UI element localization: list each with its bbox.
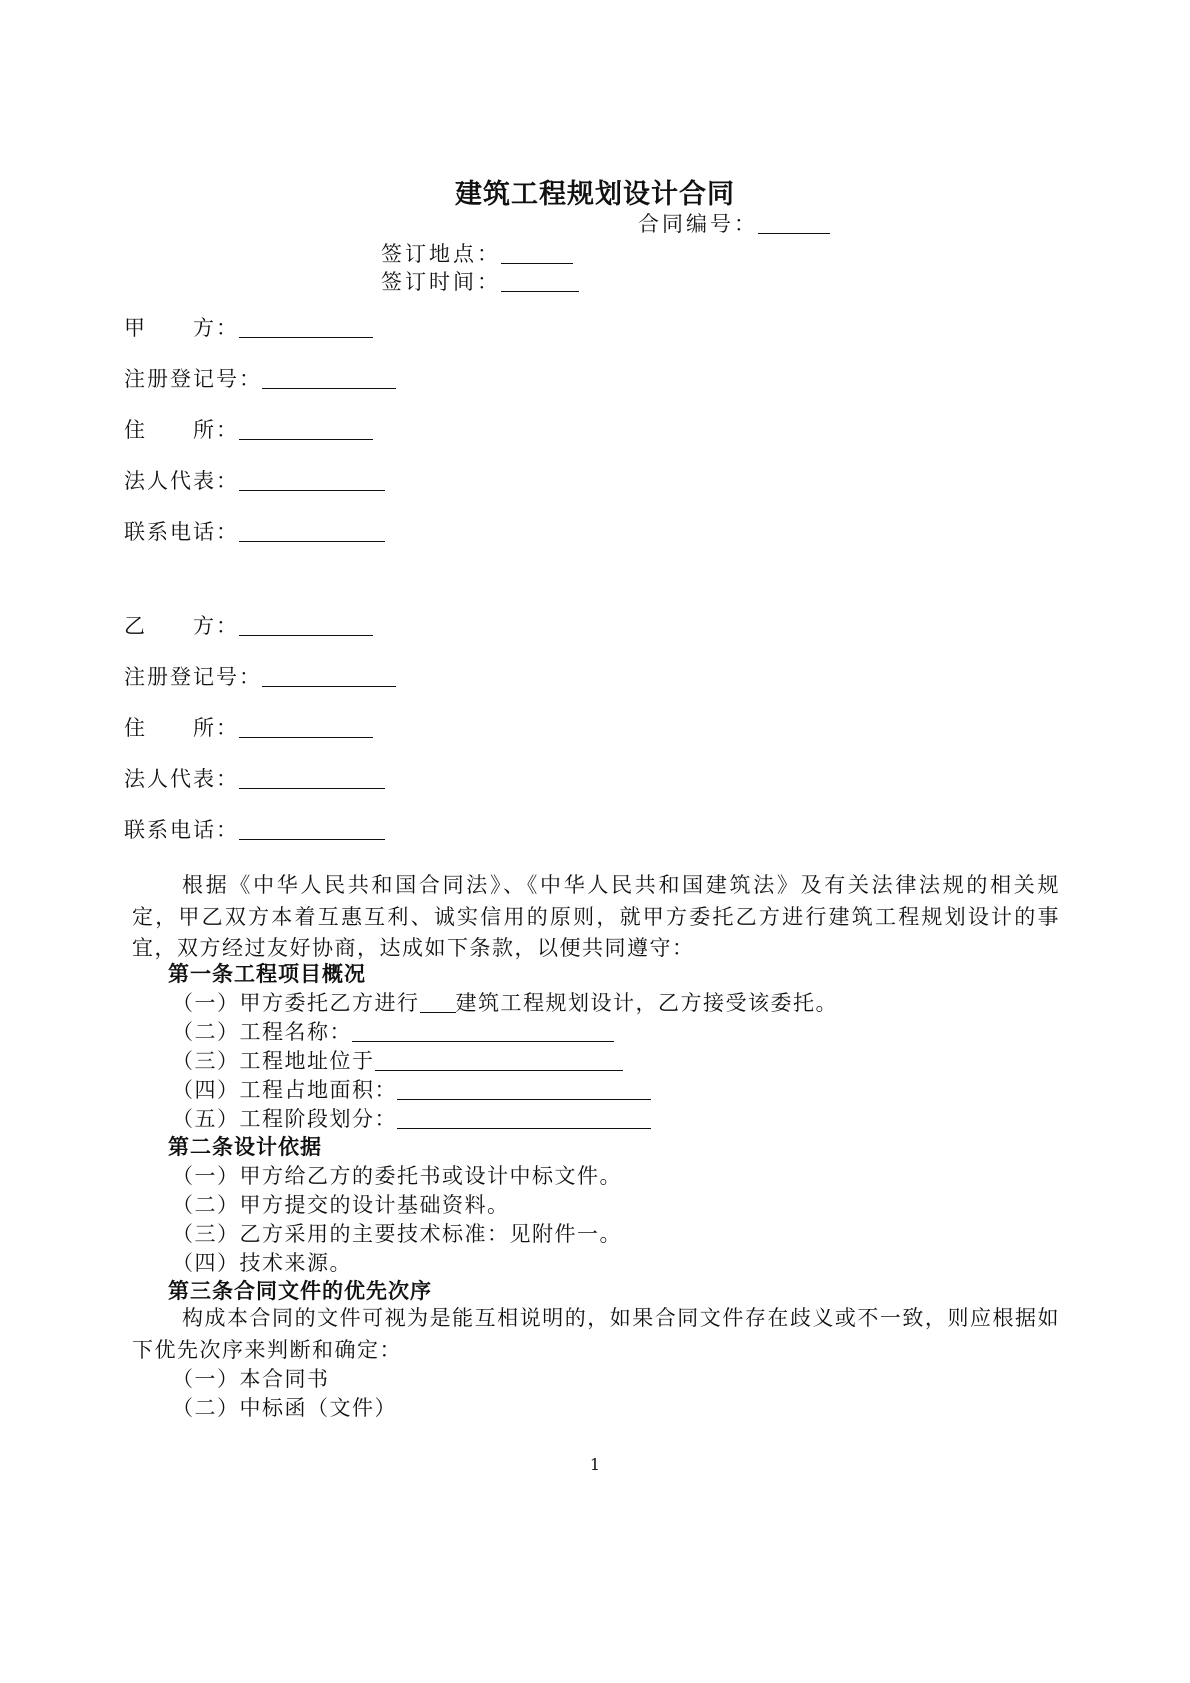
sign-place-field bbox=[381, 238, 573, 268]
article-1-item-4-label: （四）工程占地面积： bbox=[172, 1078, 397, 1102]
article-1-item-2-label: （二）工程名称： bbox=[172, 1020, 352, 1044]
party-a-name-blank[interactable] bbox=[239, 317, 373, 338]
sign-time-label: 签订时间： bbox=[381, 270, 501, 294]
party-b-rep-blank[interactable] bbox=[239, 768, 385, 789]
preamble-paragraph: 根据《中华人民共和国合同法》、《中华人民共和国建筑法》及有关法律法规的相关规定，甲乙双方本着互惠互利、诚实信用的原则，就甲方委托乙方进行建筑工程规划设计的事宜，双方经过友好协商，达成如下条款，以便共同遵守： bbox=[132, 873, 1060, 960]
article-3-item-2: （二）中标函（文件） bbox=[172, 1396, 397, 1420]
article-1-item-1-blank[interactable] bbox=[420, 992, 456, 1013]
party-a-reg-label: 注册登记号： bbox=[124, 367, 262, 391]
party-b-name-blank[interactable] bbox=[239, 615, 373, 636]
article-1-item-1-post: 建筑工程规划设计，乙方接受该委托。 bbox=[455, 991, 838, 1015]
party-a-phone-blank[interactable] bbox=[239, 521, 385, 542]
sign-time-field bbox=[381, 266, 579, 296]
contract-number-field bbox=[638, 208, 830, 238]
project-phase-blank[interactable] bbox=[397, 1108, 651, 1129]
party-b-name-label: 乙 方： bbox=[124, 614, 239, 638]
party-b-reg-field bbox=[124, 661, 396, 691]
article-1-item-5-label: （五）工程阶段划分： bbox=[172, 1107, 397, 1131]
article-2-heading: 第二条设计依据 bbox=[168, 1134, 322, 1159]
project-address-blank[interactable] bbox=[375, 1050, 623, 1071]
party-a-rep-label: 法人代表： bbox=[124, 469, 239, 493]
article-1-item-4 bbox=[172, 1074, 651, 1104]
party-a-name-label: 甲 方： bbox=[124, 316, 239, 340]
party-a-phone-field bbox=[124, 516, 385, 546]
party-b-address-blank[interactable] bbox=[239, 717, 373, 738]
party-a-reg-blank[interactable] bbox=[262, 368, 396, 389]
document-title: 建筑工程规划设计合同 bbox=[455, 179, 735, 210]
article-2-item-3: （三）乙方采用的主要技术标准：见附件一。 bbox=[172, 1222, 622, 1246]
article-3-heading: 第三条合同文件的优先次序 bbox=[168, 1278, 432, 1303]
party-b-phone-label: 联系电话： bbox=[124, 818, 239, 842]
sign-place-label: 签订地点： bbox=[381, 242, 501, 266]
article-2-item-1: （一）甲方给乙方的委托书或设计中标文件。 bbox=[172, 1164, 622, 1188]
party-b-address-field bbox=[124, 712, 373, 742]
article-1-item-5 bbox=[172, 1103, 651, 1133]
party-b-reg-blank[interactable] bbox=[262, 666, 396, 687]
page-number: 1 bbox=[589, 1455, 601, 1474]
party-a-address-label: 住 所： bbox=[124, 418, 239, 442]
party-b-phone-field bbox=[124, 814, 385, 844]
party-a-address-field bbox=[124, 414, 373, 444]
party-a-phone-label: 联系电话： bbox=[124, 520, 239, 544]
article-1-item-1 bbox=[172, 987, 838, 1017]
party-a-name-field bbox=[124, 312, 373, 342]
party-a-rep-field bbox=[124, 465, 385, 495]
article-3-item-1: （一）本合同书 bbox=[172, 1367, 330, 1391]
project-name-blank[interactable] bbox=[352, 1021, 614, 1042]
party-b-address-label: 住 所： bbox=[124, 716, 239, 740]
article-1-heading: 第一条工程项目概况 bbox=[168, 961, 366, 986]
sign-time-blank[interactable] bbox=[501, 271, 579, 292]
contract-number-blank[interactable] bbox=[758, 213, 830, 234]
sign-place-blank[interactable] bbox=[501, 243, 573, 264]
article-1-item-1-pre: （一）甲方委托乙方进行 bbox=[172, 991, 420, 1015]
project-area-blank[interactable] bbox=[397, 1079, 651, 1100]
party-b-name-field bbox=[124, 610, 373, 640]
contract-number-label: 合同编号： bbox=[638, 212, 758, 236]
party-a-address-blank[interactable] bbox=[239, 419, 373, 440]
party-b-reg-label: 注册登记号： bbox=[124, 665, 262, 689]
party-b-rep-field bbox=[124, 763, 385, 793]
party-a-rep-blank[interactable] bbox=[239, 470, 385, 491]
article-1-item-2 bbox=[172, 1016, 614, 1046]
party-b-rep-label: 法人代表： bbox=[124, 767, 239, 791]
article-1-item-3 bbox=[172, 1045, 623, 1075]
article-3-paragraph: 构成本合同的文件可视为是能互相说明的，如果合同文件存在歧义或不一致，则应根据如下优先次序来判断和确定： bbox=[132, 1306, 1060, 1362]
article-2-item-4: （四）技术来源。 bbox=[172, 1251, 352, 1275]
article-1-item-3-label: （三）工程地址位于 bbox=[172, 1049, 375, 1073]
article-2-item-2: （二）甲方提交的设计基础资料。 bbox=[172, 1193, 510, 1217]
party-a-reg-field bbox=[124, 363, 396, 393]
party-b-phone-blank[interactable] bbox=[239, 819, 385, 840]
